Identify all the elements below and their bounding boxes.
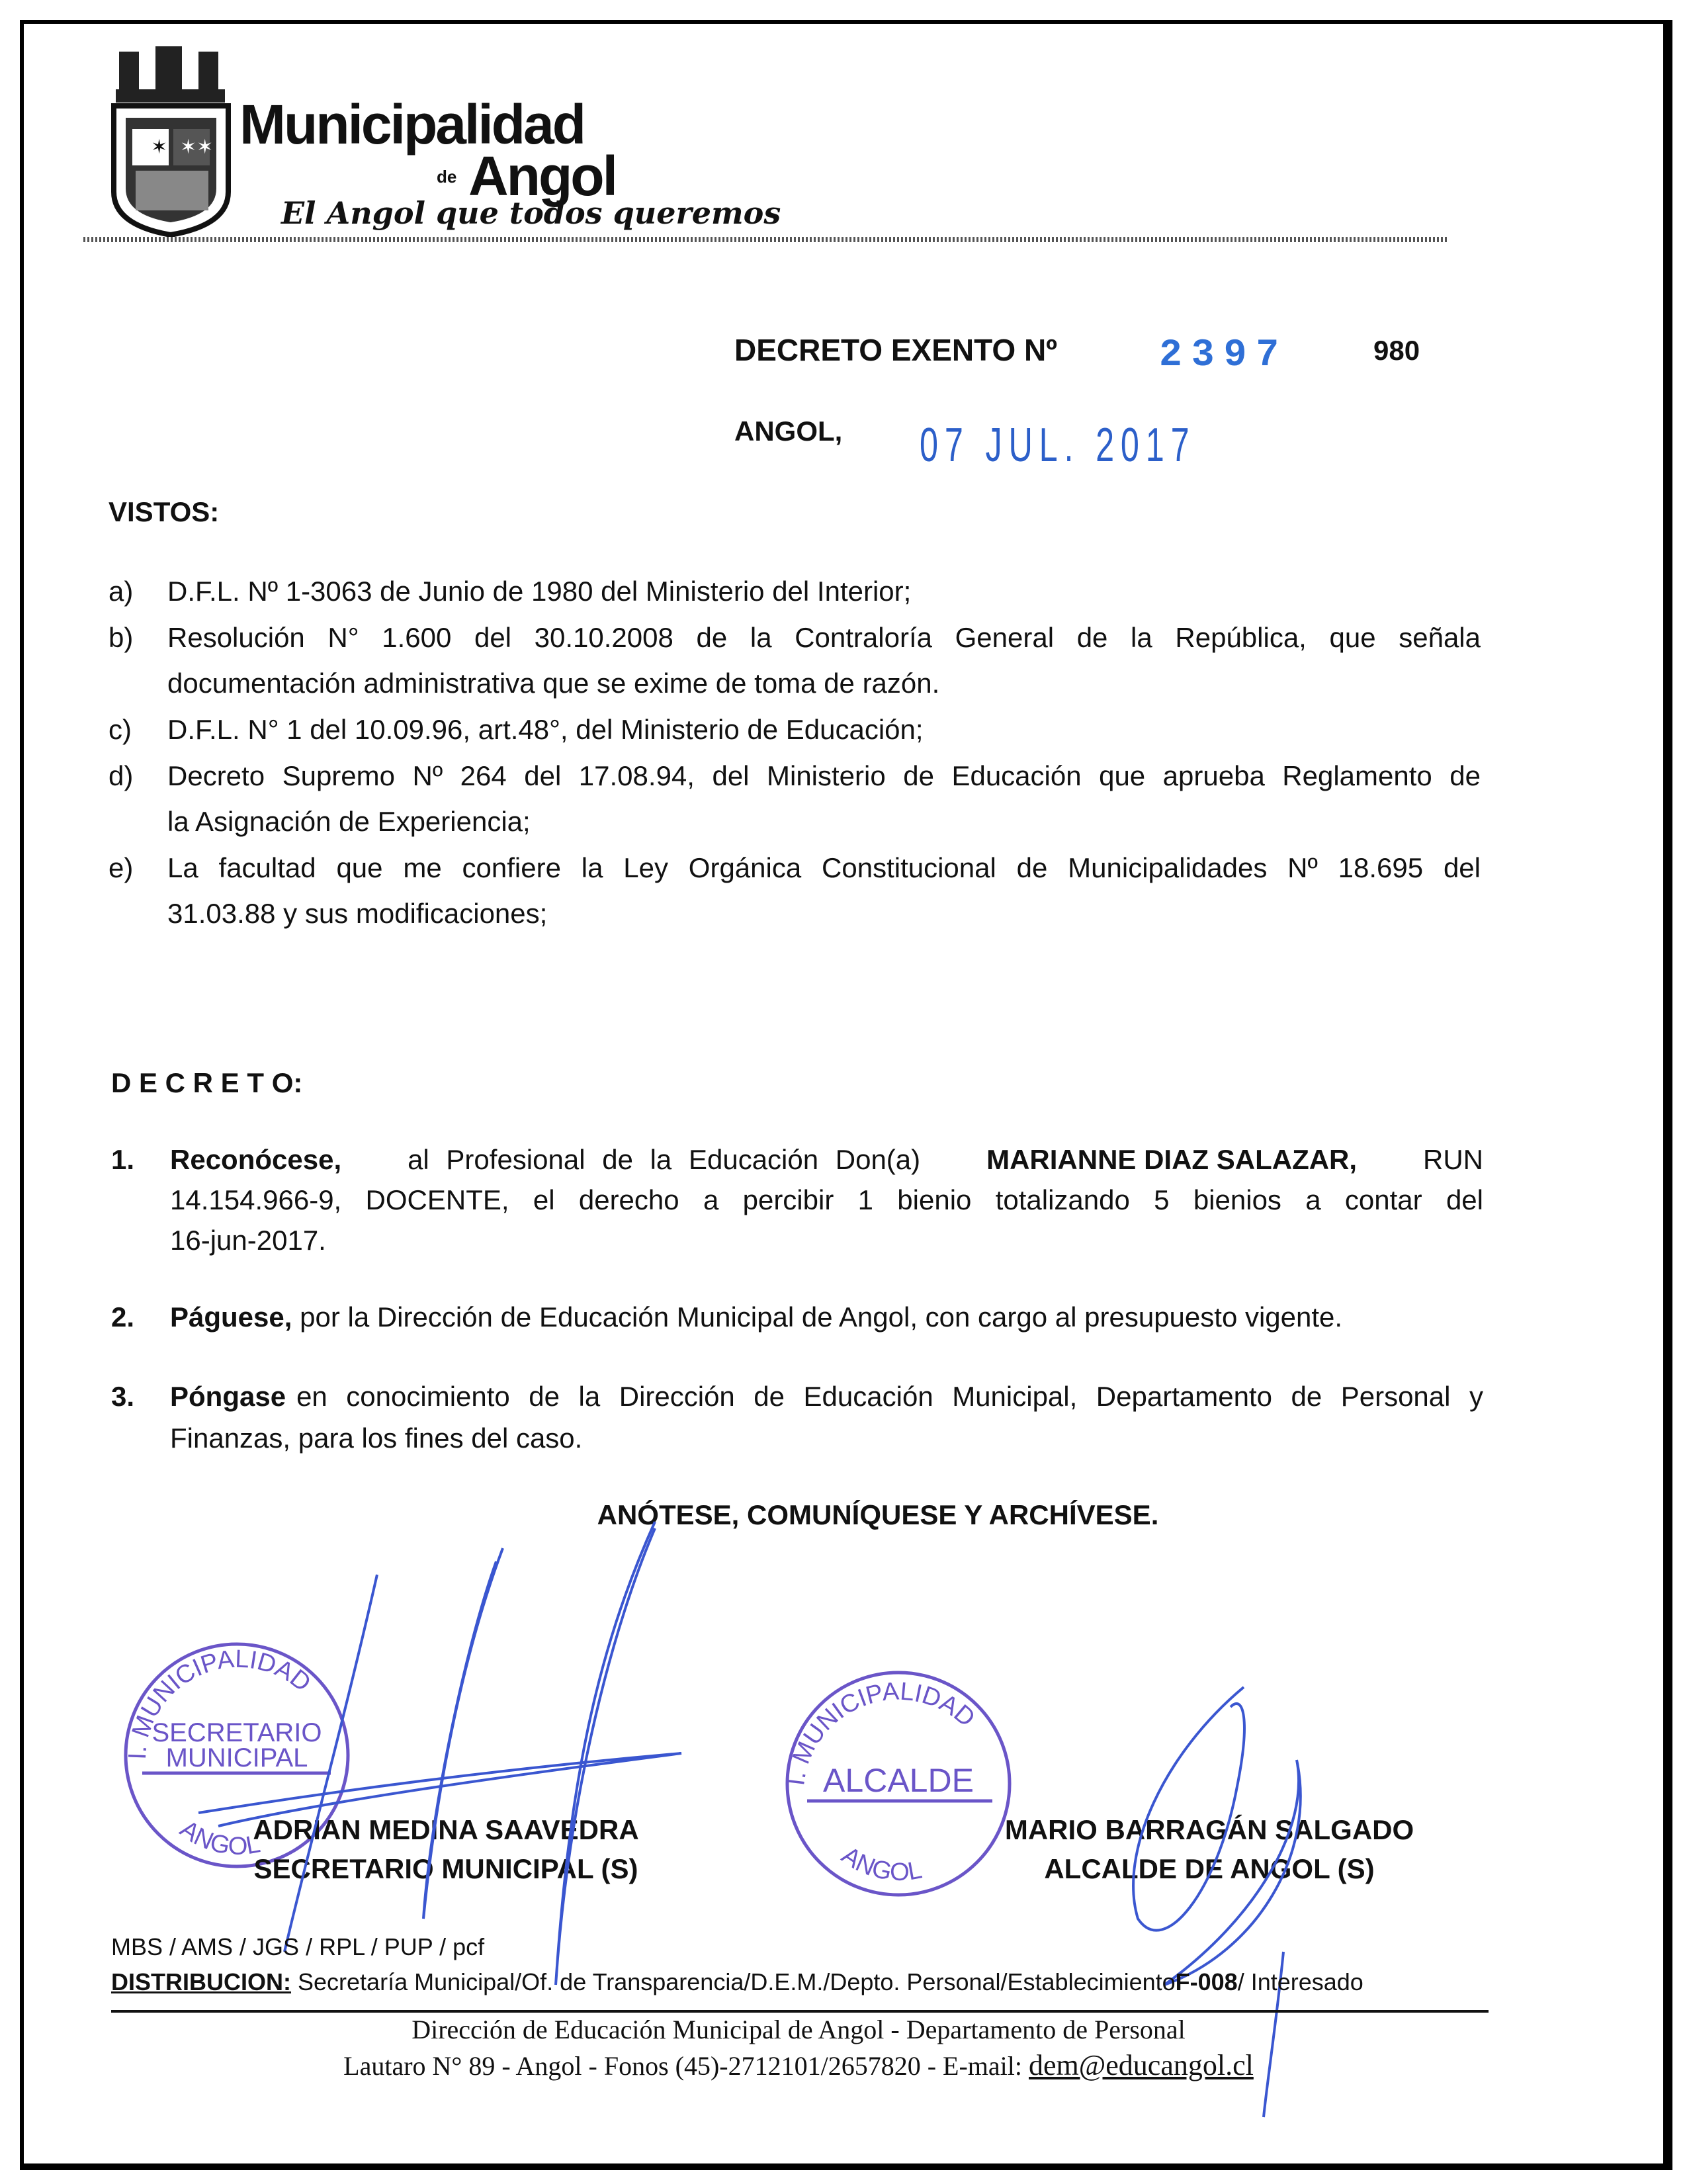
seal-center-text: SECRETARIO (151, 1718, 322, 1747)
org-city: Angol (468, 145, 616, 207)
seal-bottom-text: ANGOL (836, 1841, 925, 1886)
vistos-label-e: e) (108, 852, 134, 883)
decreto-item-1-cont: 16-jun-2017. (170, 1225, 326, 1256)
footer-email-link[interactable]: dem@educangol.cl (1029, 2049, 1254, 2081)
vistos-label-d: d) (108, 760, 134, 791)
tagline: El Angol que todos queremos (281, 195, 781, 231)
footer-line-1: Dirección de Educación Municipal de Angol - Departamento de Personal (411, 2015, 1186, 2044)
initials: MBS / AMS / JGS / RPL / PUP / pcf (111, 1933, 485, 1960)
decreto-item-3-cont: Finanzas, para los fines del caso. (170, 1422, 583, 1454)
distribution (111, 1968, 1363, 1996)
vistos-item-e-cont: 31.03.88 y sus modificaciones; (167, 898, 548, 929)
distribution-tail: / Interesado (1237, 1968, 1363, 1995)
decreto-heading: D E C R E T O: (111, 1067, 303, 1098)
verb: Reconócese, (170, 1144, 342, 1175)
distribution-code: F-008 (1175, 1968, 1238, 1995)
vistos-item-b: Resolución N° 1.600 del 30.10.2008 de la Contraloría General de la República, que señala (167, 622, 1481, 653)
vistos-item-c: D.F.L. N° 1 del 10.09.96, art.48°, del Ministerio de Educación; (167, 714, 924, 745)
vistos-label-b: b) (108, 622, 134, 653)
seal-bottom-text: ANGOL (175, 1815, 263, 1860)
closing-formula: ANÓTESE, COMUNÍQUESE Y ARCHÍVESE. (597, 1499, 1159, 1530)
vistos-label-c: c) (108, 714, 132, 745)
distribution-text: Secretaría Municipal/Of. de Transparencia/D.E.M./Depto. Personal/Establecimiento (298, 1968, 1176, 1995)
vistos-label-a: a) (108, 576, 134, 607)
text: en conocimiento de la Dirección de Educación Municipal, Departamento de Personal y (296, 1381, 1483, 1412)
seal-top-text: I. MUNICIPALIDAD (123, 1645, 316, 1761)
footer-address: Lautaro N° 89 - Angol - Fonos (45)-2712101/2657820 - E-mail: (343, 2051, 1022, 2081)
signer-1-title: SECRETARIO MUNICIPAL (S) (253, 1853, 638, 1884)
signer-1-name: ADRIAN MEDINA SAAVEDRA (253, 1814, 639, 1845)
decreto-label-3: 3. (111, 1381, 135, 1412)
decree-place: ANGOL, (734, 415, 843, 447)
svg-text:✶✶: ✶✶ (180, 136, 214, 158)
beneficiary-name: MARIANNE DIAZ SALAZAR, (986, 1144, 1358, 1175)
footer-line-2 (0, 2048, 1597, 2082)
vistos-item-d-cont: la Asignación de Experiencia; (167, 806, 531, 837)
decree-ref-number: 980 (1373, 335, 1420, 366)
footer-divider (111, 2010, 1489, 2013)
decreto-item-1: 14.154.966-9, DOCENTE, el derecho a percibir 1 bienio totalizando 5 bienios a contar del (170, 1184, 1483, 1215)
org-de: de (437, 167, 457, 187)
seal-top-text: I. MUNICIPALIDAD (782, 1677, 980, 1788)
vistos-item-e: La facultad que me confiere la Ley Orgánica Constitucional de Municipalidades Nº 18.695 del (167, 852, 1481, 883)
decree-title: DECRETO EXENTO Nº (734, 333, 1057, 367)
seal-center-text: MUNICIPAL (165, 1743, 308, 1772)
decree-stamp-number: 2397 (1159, 334, 1289, 377)
svg-text:✶: ✶ (151, 136, 168, 158)
signer-2-title: ALCALDE DE ANGOL (S) (1044, 1853, 1375, 1884)
vistos-item-d: Decreto Supremo Nº 264 del 17.08.94, del Ministerio de Educación que aprueba Reglamento de (167, 760, 1481, 791)
seal-center-text: ALCALDE (823, 1762, 974, 1799)
text: por la Dirección de Educación Municipal de Angol, con cargo al presupuesto vigente. (300, 1301, 1343, 1332)
vistos-item-a: D.F.L. Nº 1-3063 de Junio de 1980 del Ministerio del Interior; (167, 576, 912, 607)
verb: Páguese, (170, 1301, 292, 1332)
text: RUN (1423, 1144, 1483, 1175)
vistos-item-b-cont: documentación administrativa que se exime de toma de razón. (167, 668, 940, 699)
decreto-label-2: 2. (111, 1301, 135, 1332)
org-name: Municipalidad (239, 93, 585, 155)
verb: Póngase (170, 1381, 286, 1412)
vistos-heading: VISTOS: (108, 496, 220, 527)
distribution-label: DISTRIBUCION: (111, 1968, 291, 1995)
text: al Profesional de la Educación Don(a) (408, 1144, 921, 1175)
date-stamp: 07 JUL. 2017 (920, 419, 1196, 472)
decreto-label-1: 1. (111, 1144, 135, 1175)
signer-2-name: MARIO BARRAGÁN SALGADO (1004, 1814, 1414, 1845)
